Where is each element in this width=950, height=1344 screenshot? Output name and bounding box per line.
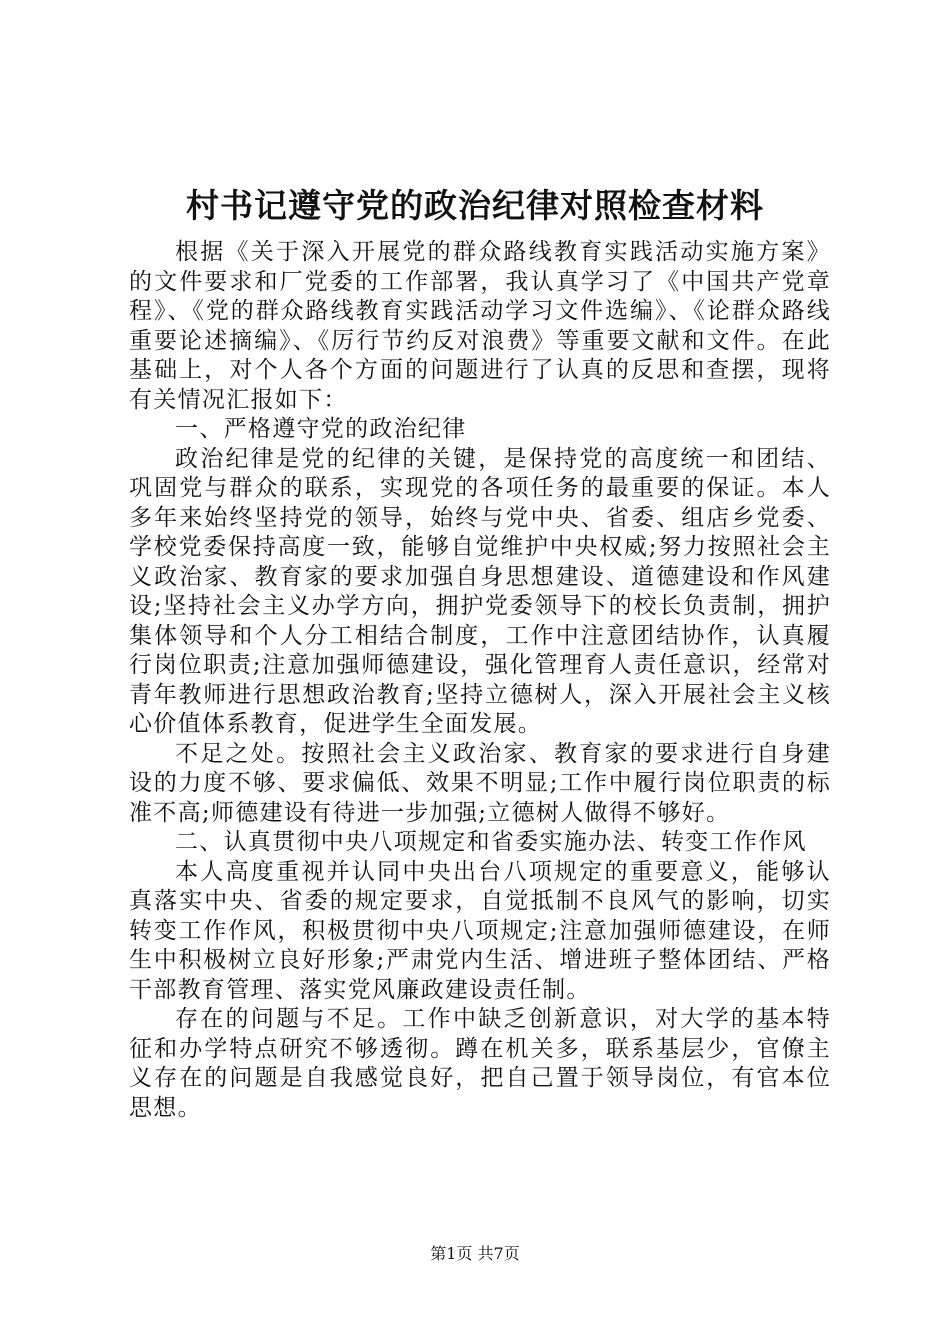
section-heading-2: 二、认真贯彻中央八项规定和省委实施办法、转变工作作风 [175,829,807,855]
section-1-shortcomings-paragraph: 不足之处。按照社会主义政治家、教育家的要求进行自身建设的力度不够、要求偏低、效果不明显;工作中履行岗位职责的标准不高;师德建设有待进一步加强;立德树人做得不够好。 [129,740,831,826]
section-1-paragraph: 政治纪律是党的纪律的关键，是保持党的高度统一和团结、巩固党与群众的联系，实现党的各项任务的最重要的保证。本人多年来始终坚持党的领导，始终与党中央、省委、组店乡党委、学校党委保持高度一致，能够自觉维护中央权威;努力按照社会主义政治家、教育家的要求加强自身思想建设、道德建设和作风建设;坚持社会主义办学方向，拥护党委领导下的校长负责制，拥护集体领导和个人分工相结合制度，工作中注意团结协作，认真履行岗位职责;注意加强师德建设，强化管理育人责任意识，经常对青年教师进行思想政治教育;坚持立德树人，深入开展社会主义核心价值体系教育，促进学生全面发展。 [129,445,831,737]
section-heading-1: 一、严格遵守党的政治纪律 [175,416,467,442]
section-2-problems-paragraph: 存在的问题与不足。工作中缺乏创新意识，对大学的基本特征和办学特点研究不够透彻。蹲在机关多，联系基层少，官僚主义存在的问题是自我感觉良好，把自己置于领导岗位，有官本位思想。 [129,1006,831,1121]
document-body [129,238,831,1123]
page-number-footer: 第1页 共7页 [430,1244,520,1263]
document-title: 村书记遵守党的政治纪律对照检查材料 [186,186,764,225]
intro-paragraph: 根据《关于深入开展党的群众路线教育实践活动实施方案》的文件要求和厂党委的工作部署，我认真学习了《中国共产党章程》、《党的群众路线教育实践活动学习文件选编》、《论群众路线重要论述摘编》、《厉行节约反对浪费》等重要文献和文件。在此基础上，对个人各个方面的问题进行了认真的反思和查摆，现将有关情况汇报如下： [129,239,831,413]
section-2-paragraph: 本人高度重视并认同中央出台八项规定的重要意义，能够认真落实中央、省委的规定要求，自觉抵制不良风气的影响，切实转变工作作风，积极贯彻中央八项规定;注意加强师德建设，在师生中积极树立良好形象;严肃党内生活、增进班子整体团结、严格干部教育管理、落实党风廉政建设责任制。 [129,858,831,1003]
